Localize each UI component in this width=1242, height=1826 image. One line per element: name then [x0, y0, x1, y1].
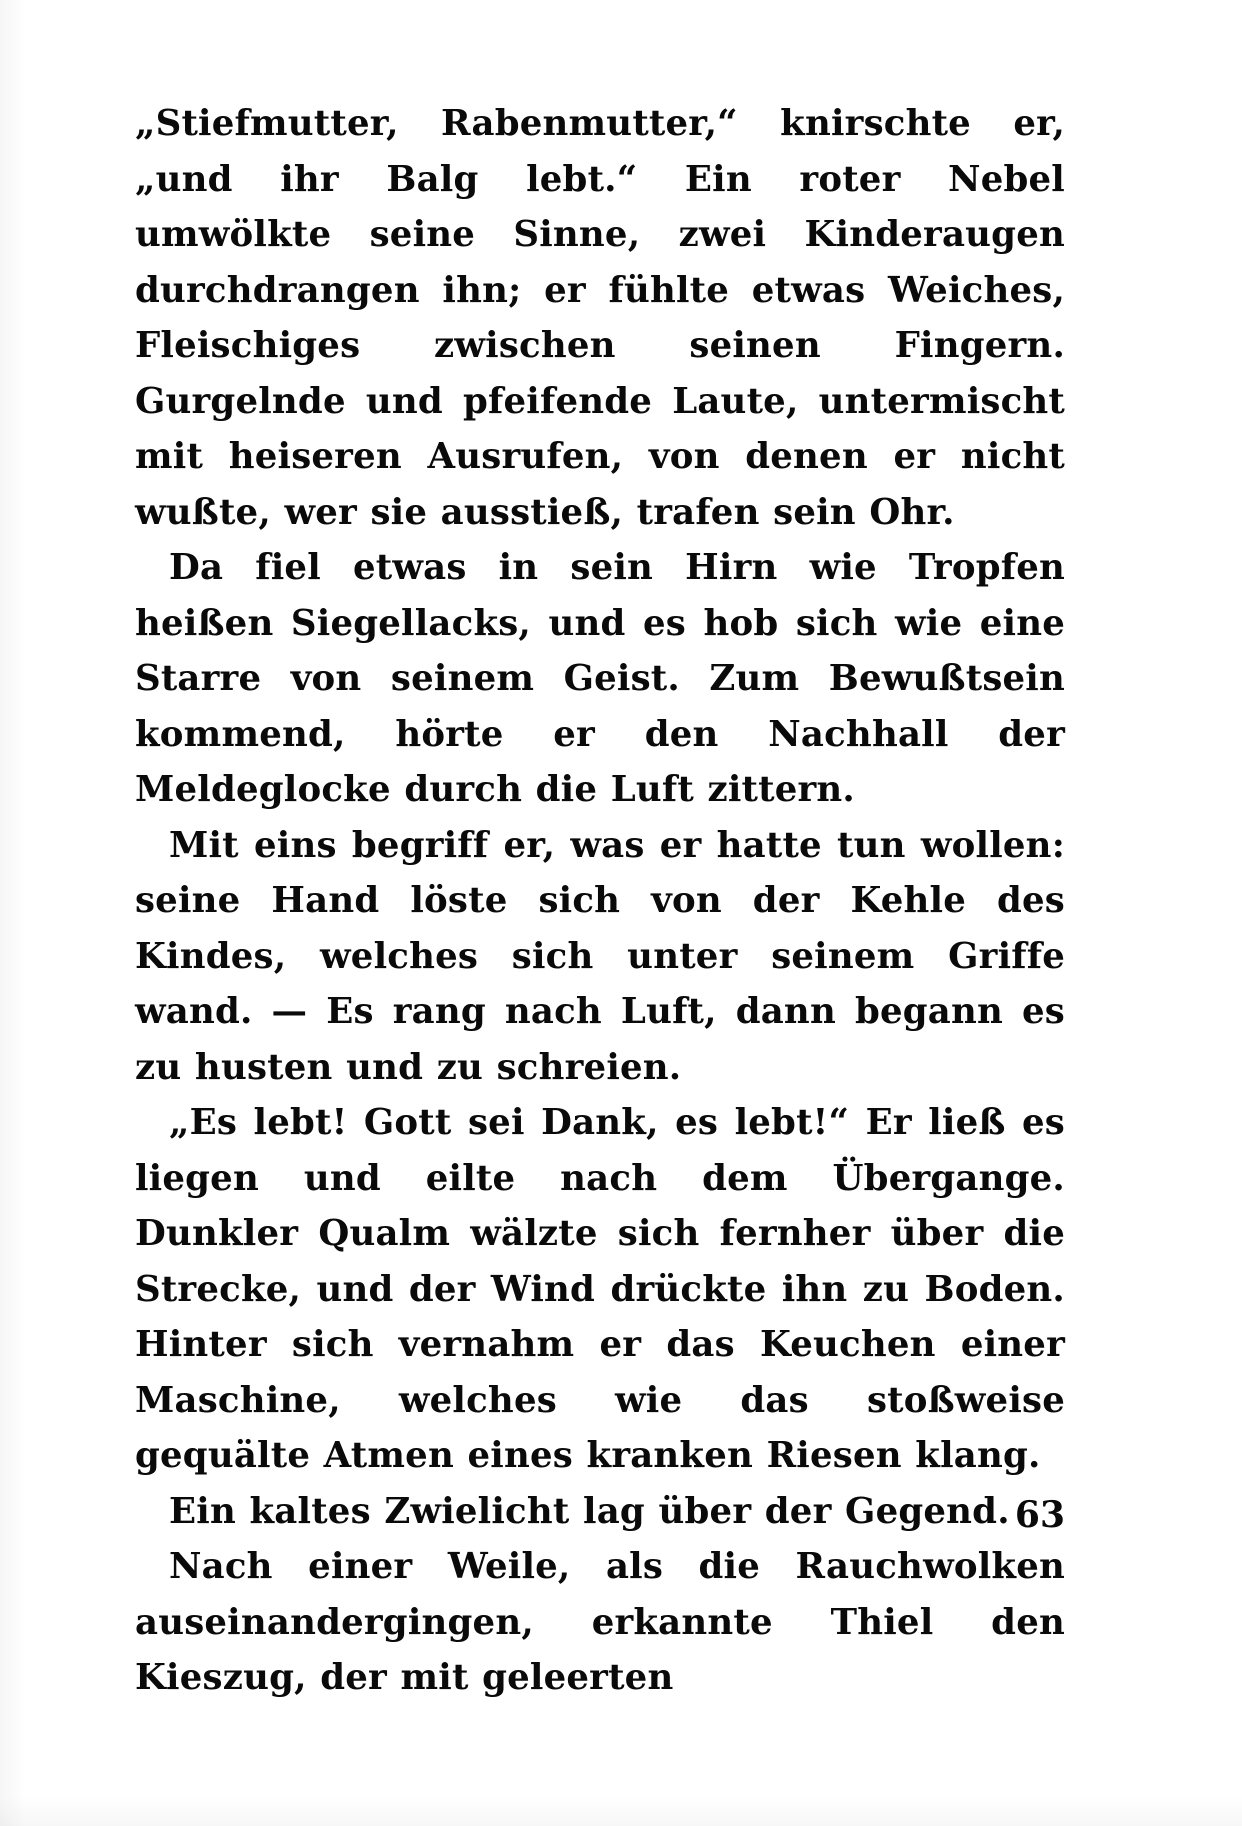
paragraph-2: Da fiel etwas in sein Hirn wie Tropfen heißen Siegellacks, und es hob sich wie eine Starre von seinem Geist. Zum Bewußtsein kommend, hörte er den Nachhall der Meldeglocke durch die Luft zittern.: [135, 547, 1065, 810]
paragraph-5: Ein kaltes Zwielicht lag über der Gegend.: [169, 1490, 1010, 1532]
paragraph-1: „Stiefmutter, Rabenmutter,“ knirschte er, „und ihr Balg lebt.“ Ein roter Nebel umwölkte seine Sinne, zwei Kinderaugen durchdrangen ihn; er fühlte etwas Weiches, Fleischiges zwischen seinen Fingern. Gurgelnde und pfeifende Laute, untermischt mit heiseren Ausrufen, von denen er nicht wußte, wer sie ausstieß, trafen sein Ohr.: [135, 103, 1065, 533]
paragraph-4: „Es lebt! Gott sei Dank, es lebt!“ Er ließ es liegen und eilte nach dem Übergange. Dunkler Qualm wälzte sich fernher über die Strecke, und der Wind drückte ihn zu Boden. Hinter sich vernahm er das Keuchen einer Maschine, welches wie das stoßweise gequälte Atmen eines kranken Riesen klang.: [135, 1102, 1065, 1476]
paragraph-6: Nach einer Weile, als die Rauchwolken auseinandergingen, erkannte Thiel den Kieszug, der mit geleerten: [135, 1546, 1065, 1698]
page-number: 63: [1014, 1494, 1065, 1536]
page-edge-shading-bottom: [0, 1796, 1242, 1826]
paragraph-3: Mit eins begriff er, was er hatte tun wollen: seine Hand löste sich von der Kehle des Kindes, welches sich unter seinem Griffe wand. — Es rang nach Luft, dann begann es zu husten und zu schreien.: [135, 824, 1065, 1088]
page-edge-shading-left: [0, 0, 26, 1826]
page-text-body: [135, 96, 1065, 1706]
